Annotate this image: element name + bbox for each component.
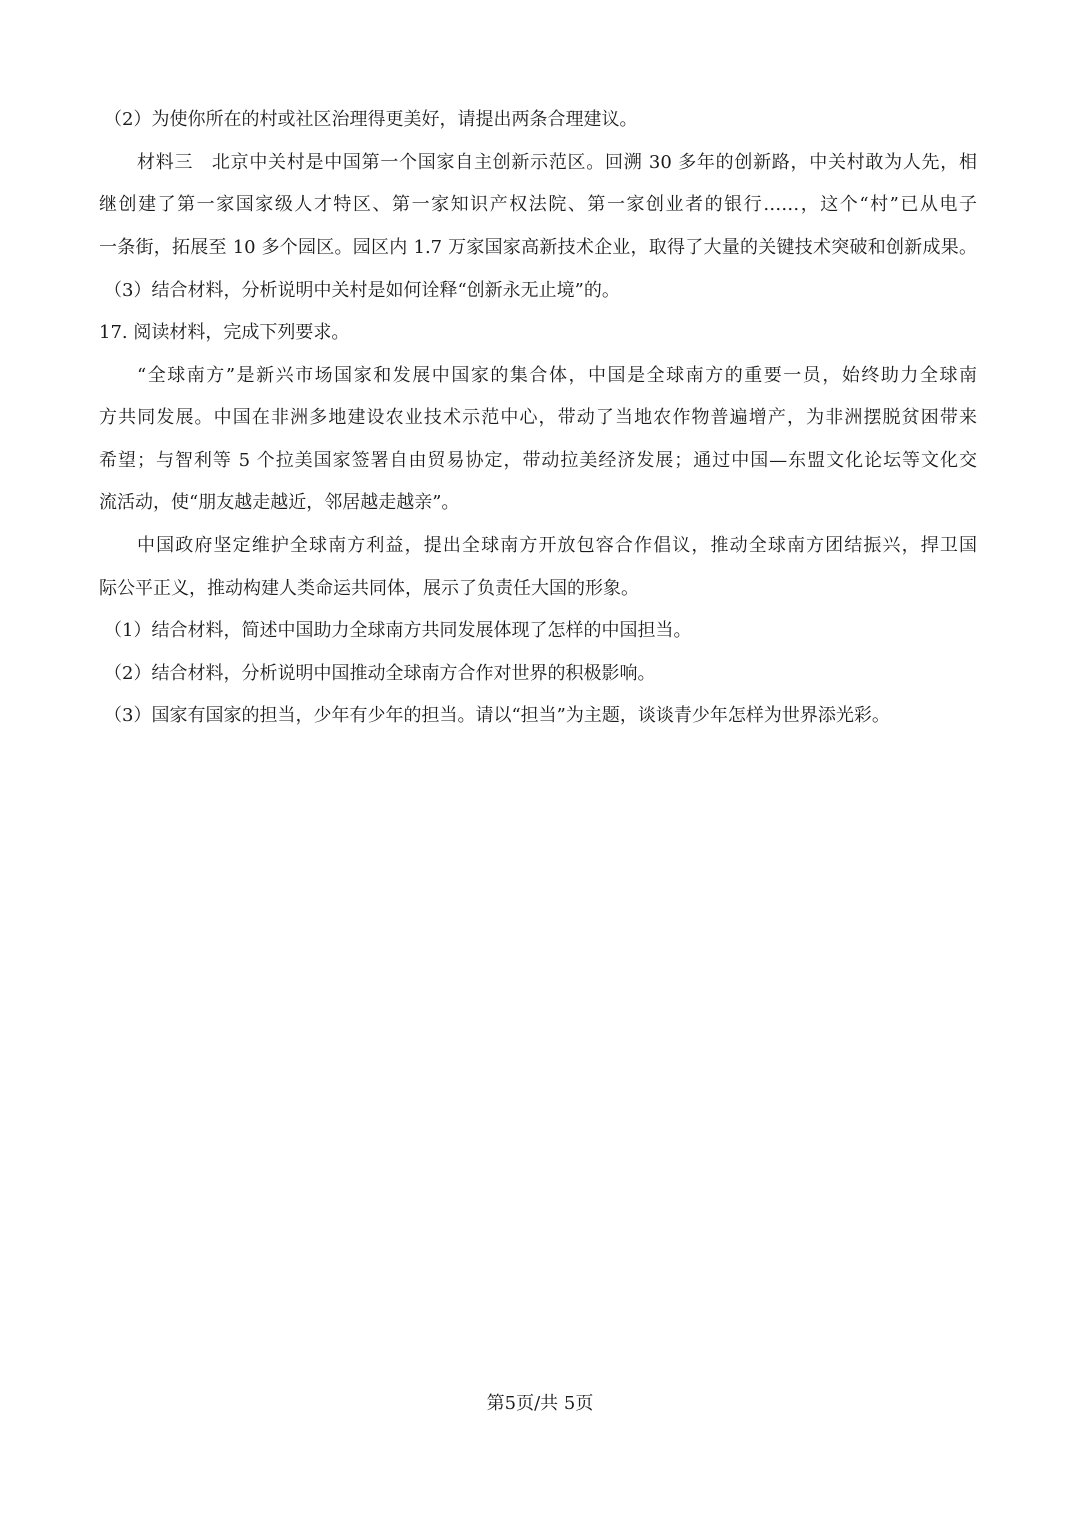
material-17-p1-line-4: 流活动，使“朋友越走越近，邻居越走越亲”。 <box>99 492 460 513</box>
material-3-line-1: 材料三 北京中关村是中国第一个国家自主创新示范区。回溯 30 多年的创新路，中关村敢为人先，相 <box>137 152 977 173</box>
material-17-p1-line-3: 希望；与智利等 5 个拉美国家签署自由贸易协定，带动拉美经济发展；通过中国—东盟文化论坛等文化交 <box>99 450 977 471</box>
material-17-p1-line-1: “全球南方”是新兴市场国家和发展中国家的集合体，中国是全球南方的重要一员，始终助力全球南 <box>137 365 977 386</box>
material-17-p1-line-2: 方共同发展。中国在非洲多地建设农业技术示范中心，带动了当地农作物普遍增产，为非洲摆脱贫困带来 <box>99 407 977 428</box>
question-17-heading: 17. 阅读材料，完成下列要求。 <box>99 322 350 343</box>
question-17-3: （3）国家有国家的担当，少年有少年的担当。请以“担当”为主题，谈谈青少年怎样为世界添光彩。 <box>104 705 890 726</box>
question-17-1: （1）结合材料，简述中国助力全球南方共同发展体现了怎样的中国担当。 <box>104 620 692 641</box>
material-3-line-3: 一条街，拓展至 10 多个园区。园区内 1.7 万家国家高新技术企业，取得了大量的关键技术突破和创新成果。 <box>99 237 977 258</box>
material-17-p2-line-1: 中国政府坚定维护全球南方利益，提出全球南方开放包容合作倡议，推动全球南方团结振兴，捍卫国 <box>137 535 977 556</box>
question-16-3: （3）结合材料，分析说明中关村是如何诠释“创新永无止境”的。 <box>104 280 620 301</box>
page-footer: 第5页/共 5页 <box>486 1393 594 1414</box>
material-3-line-2: 继创建了第一家国家级人才特区、第一家知识产权法院、第一家创业者的银行……，这个“村”已从电子 <box>99 194 977 215</box>
question-17-2: （2）结合材料，分析说明中国推动全球南方合作对世界的积极影响。 <box>104 663 656 684</box>
question-16-2: （2）为使你所在的村或社区治理得更美好，请提出两条合理建议。 <box>104 109 638 130</box>
material-17-p2-line-2: 际公平正义，推动构建人类命运共同体，展示了负责任大国的形象。 <box>99 578 639 599</box>
